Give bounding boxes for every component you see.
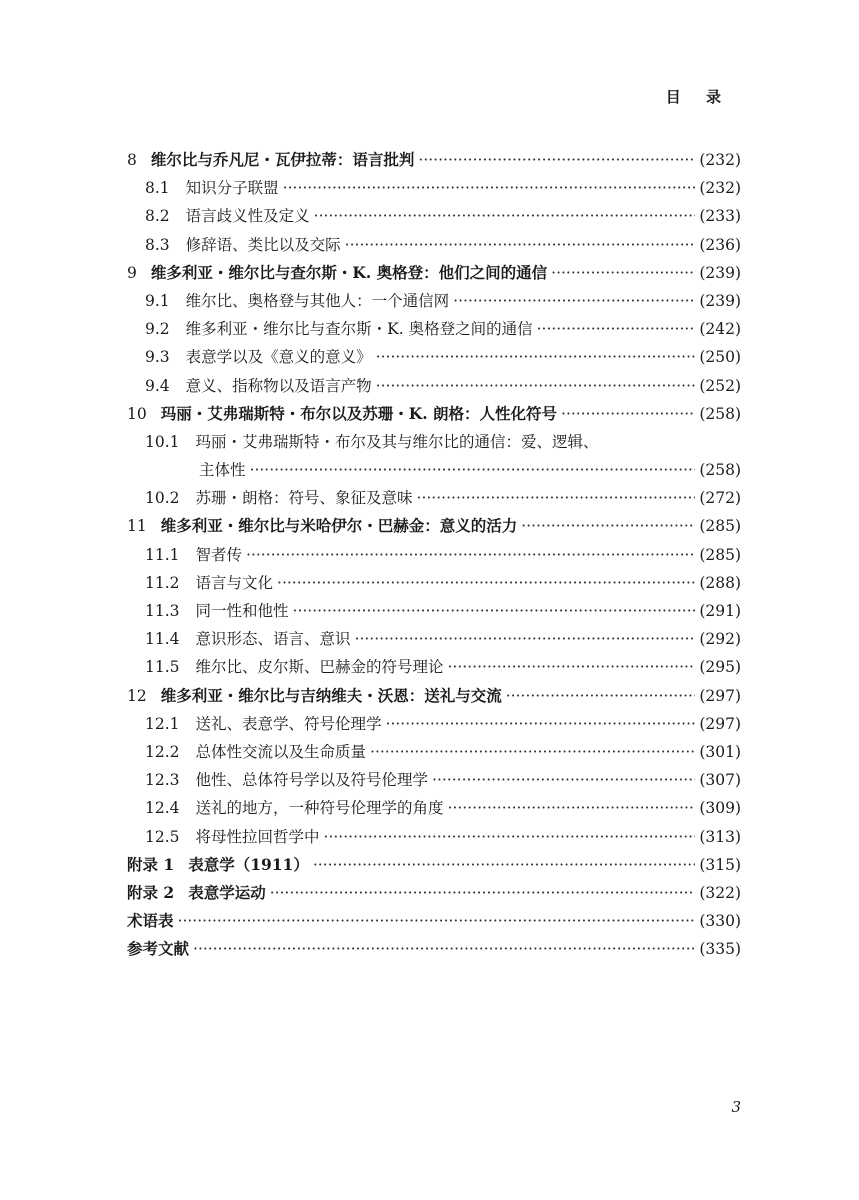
- toc-section-11-4[interactable]: [127, 625, 741, 653]
- toc-page: (292): [699, 630, 741, 649]
- toc-page: (239): [699, 263, 741, 282]
- dot-leader: [506, 682, 696, 710]
- toc-page: (252): [699, 376, 741, 395]
- toc-number: 11: [127, 517, 147, 536]
- running-head: 目 录: [665, 88, 731, 106]
- toc-number: 10: [127, 404, 147, 423]
- toc-page: (288): [699, 573, 741, 592]
- toc-title: 意义、指称物以及语言产物: [185, 376, 372, 395]
- toc-page: (301): [699, 742, 741, 761]
- toc-appendix-1[interactable]: [127, 851, 741, 879]
- toc-references[interactable]: [127, 935, 741, 963]
- toc-section-9-4[interactable]: [127, 372, 741, 400]
- dot-leader: [345, 231, 696, 259]
- dot-leader: [355, 625, 696, 653]
- toc-title: 维尔比与乔凡尼・瓦伊拉蒂：语言批判: [150, 150, 415, 169]
- toc-page: (242): [699, 320, 741, 339]
- toc-page: (309): [699, 799, 741, 818]
- toc-chapter-10[interactable]: [127, 400, 741, 428]
- toc-page: (330): [699, 912, 741, 931]
- toc-section-8-1[interactable]: [127, 174, 741, 202]
- dot-leader: [418, 146, 695, 174]
- dot-leader: [448, 794, 696, 822]
- toc-number: 12: [127, 686, 147, 705]
- toc-title: 同一性和他性: [195, 602, 289, 620]
- toc-number: 12.2: [145, 742, 180, 761]
- toc-title: 总体性交流以及生命质量: [195, 742, 367, 761]
- toc-title: 修辞语、类比以及交际: [185, 235, 341, 254]
- toc-title: 维多利亚・维尔比与查尔斯・K. 奥格登：他们之间的通信: [150, 262, 548, 282]
- toc-number: 9.2: [145, 320, 170, 339]
- toc-title: 语言与文化: [195, 573, 274, 592]
- dot-leader: [193, 935, 695, 963]
- toc-title: 他性、总体符号学以及符号伦理学: [195, 771, 429, 790]
- toc-chapter-11[interactable]: [127, 512, 741, 540]
- toc-section-9-3[interactable]: [127, 343, 741, 371]
- toc-number: 11.3: [145, 602, 180, 620]
- toc-page: (297): [699, 714, 741, 733]
- toc-section-12-3[interactable]: [127, 766, 741, 794]
- toc-number: 9.4: [145, 376, 170, 395]
- toc-page: (272): [699, 489, 741, 508]
- toc-page: (335): [699, 940, 741, 959]
- toc-title: 表意学运动: [188, 882, 266, 902]
- toc-section-10-2[interactable]: [127, 484, 741, 512]
- toc-number: 9.1: [145, 291, 170, 310]
- toc-title: 知识分子联盟: [185, 179, 279, 198]
- dot-leader: [314, 202, 696, 230]
- toc-number: 附录 1: [127, 854, 175, 874]
- toc-number: 12.1: [145, 714, 180, 733]
- toc-number: 8: [127, 151, 137, 169]
- toc-title: 玛丽・艾弗瑞斯特・布尔以及苏珊・K. 朗格：人性化符号: [160, 403, 558, 423]
- toc-title-line2: 主体性: [199, 461, 246, 480]
- toc-page: (285): [699, 545, 741, 564]
- toc-title: 维多利亚・维尔比与吉纳维夫・沃恩：送礼与交流: [160, 685, 502, 705]
- dot-leader: [250, 456, 696, 484]
- toc-section-11-1[interactable]: [127, 541, 741, 569]
- toc-page: (232): [699, 179, 741, 198]
- toc-chapter-9[interactable]: [127, 259, 741, 287]
- toc-number: 10.1: [145, 432, 180, 451]
- toc-title: 送礼、表意学、符号伦理学: [195, 714, 382, 733]
- dot-leader: [561, 400, 695, 428]
- toc-number: 8.3: [145, 235, 170, 254]
- toc-number: 11.5: [145, 658, 180, 677]
- dot-leader: [376, 372, 696, 400]
- toc-title: 意识形态、语言、意识: [195, 630, 351, 649]
- page-number: 3: [731, 1098, 741, 1116]
- toc-number: 11.2: [145, 573, 180, 592]
- toc-number: 9: [127, 263, 137, 282]
- toc-section-12-4[interactable]: [127, 794, 741, 822]
- toc-title: 送礼的地方，一种符号伦理学的角度: [195, 799, 444, 818]
- toc-title-line1: 玛丽・艾弗瑞斯特・布尔及其与维尔比的通信：爱、逻辑、: [195, 432, 599, 451]
- toc-number: 9.3: [145, 348, 170, 367]
- toc-section-8-2[interactable]: [127, 202, 741, 230]
- toc-section-9-2[interactable]: [127, 315, 741, 343]
- dot-leader: [270, 879, 696, 907]
- dot-leader: [386, 710, 696, 738]
- toc-number: 12.5: [145, 827, 180, 846]
- toc-number: 8.1: [145, 179, 170, 198]
- toc-page: (313): [699, 827, 741, 846]
- toc-number: 8.2: [145, 207, 170, 226]
- toc-chapter-8[interactable]: [127, 146, 741, 174]
- toc-page: (291): [699, 602, 741, 620]
- toc-number: 12.4: [145, 799, 180, 818]
- dot-leader: [313, 851, 695, 879]
- dot-leader: [453, 287, 695, 315]
- toc-title: 术语表: [127, 911, 174, 931]
- toc-title: 维尔比、奥格登与其他人：一个通信网: [185, 291, 450, 310]
- table-of-contents: [127, 146, 741, 963]
- toc-appendix-2[interactable]: [127, 879, 741, 907]
- toc-page: (232): [699, 151, 741, 169]
- toc-section-11-2[interactable]: [127, 569, 741, 597]
- toc-section-9-1[interactable]: [127, 287, 741, 315]
- toc-title: 语言歧义性及定义: [185, 207, 310, 226]
- toc-glossary[interactable]: [127, 907, 741, 935]
- dot-leader: [283, 174, 696, 202]
- toc-section-12-2[interactable]: [127, 738, 741, 766]
- toc-page: (307): [699, 771, 741, 790]
- dot-leader: [551, 259, 695, 287]
- toc-number: 10.2: [145, 489, 180, 508]
- dot-leader: [432, 766, 695, 794]
- dot-leader: [246, 541, 695, 569]
- toc-section-8-3[interactable]: [127, 231, 741, 259]
- dot-leader: [537, 315, 696, 343]
- toc-section-11-3[interactable]: [127, 597, 741, 625]
- toc-title: 表意学（1911）: [188, 854, 309, 874]
- dot-leader: [370, 738, 695, 766]
- toc-page: (295): [699, 658, 741, 677]
- toc-title: 表意学以及《意义的意义》: [185, 348, 372, 367]
- toc-section-12-5[interactable]: [127, 823, 741, 851]
- toc-section-11-5[interactable]: [127, 653, 741, 681]
- toc-number: 11.4: [145, 630, 180, 649]
- dot-leader: [277, 569, 695, 597]
- toc-number: 12.3: [145, 771, 180, 790]
- toc-page: (285): [699, 517, 741, 536]
- toc-page: (233): [699, 207, 741, 226]
- toc-page: (250): [699, 348, 741, 367]
- toc-page: (239): [699, 291, 741, 310]
- dot-leader: [376, 343, 696, 371]
- toc-title: 维多利亚・维尔比与查尔斯・K. 奥格登之间的通信: [185, 320, 533, 339]
- toc-page: (297): [699, 686, 741, 705]
- toc-page: (322): [699, 883, 741, 902]
- dot-leader: [293, 597, 696, 625]
- toc-page: (258): [699, 404, 741, 423]
- dot-leader: [324, 823, 696, 851]
- toc-title: 维多利亚・维尔比与米哈伊尔・巴赫金：意义的活力: [160, 516, 518, 536]
- toc-section-10-1-continued[interactable]: [127, 456, 741, 484]
- toc-page: (236): [699, 235, 741, 254]
- toc-chapter-12[interactable]: [127, 682, 741, 710]
- toc-title: 将母性拉回哲学中: [195, 827, 320, 846]
- toc-section-12-1[interactable]: [127, 710, 741, 738]
- toc-number: 附录 2: [127, 882, 175, 902]
- toc-title: 苏珊・朗格：符号、象征及意味: [195, 489, 413, 508]
- dot-leader: [448, 653, 696, 681]
- dot-leader: [178, 907, 696, 935]
- toc-title: 维尔比、皮尔斯、巴赫金的符号理论: [195, 658, 444, 677]
- toc-number: 11.1: [145, 545, 180, 564]
- toc-page: (315): [699, 855, 741, 874]
- toc-page: (258): [699, 461, 741, 480]
- toc-title: 智者传: [195, 545, 243, 564]
- dot-leader: [417, 484, 696, 512]
- dot-leader: [521, 512, 695, 540]
- toc-section-10-1[interactable]: [127, 428, 741, 456]
- toc-title: 参考文献: [127, 939, 190, 959]
